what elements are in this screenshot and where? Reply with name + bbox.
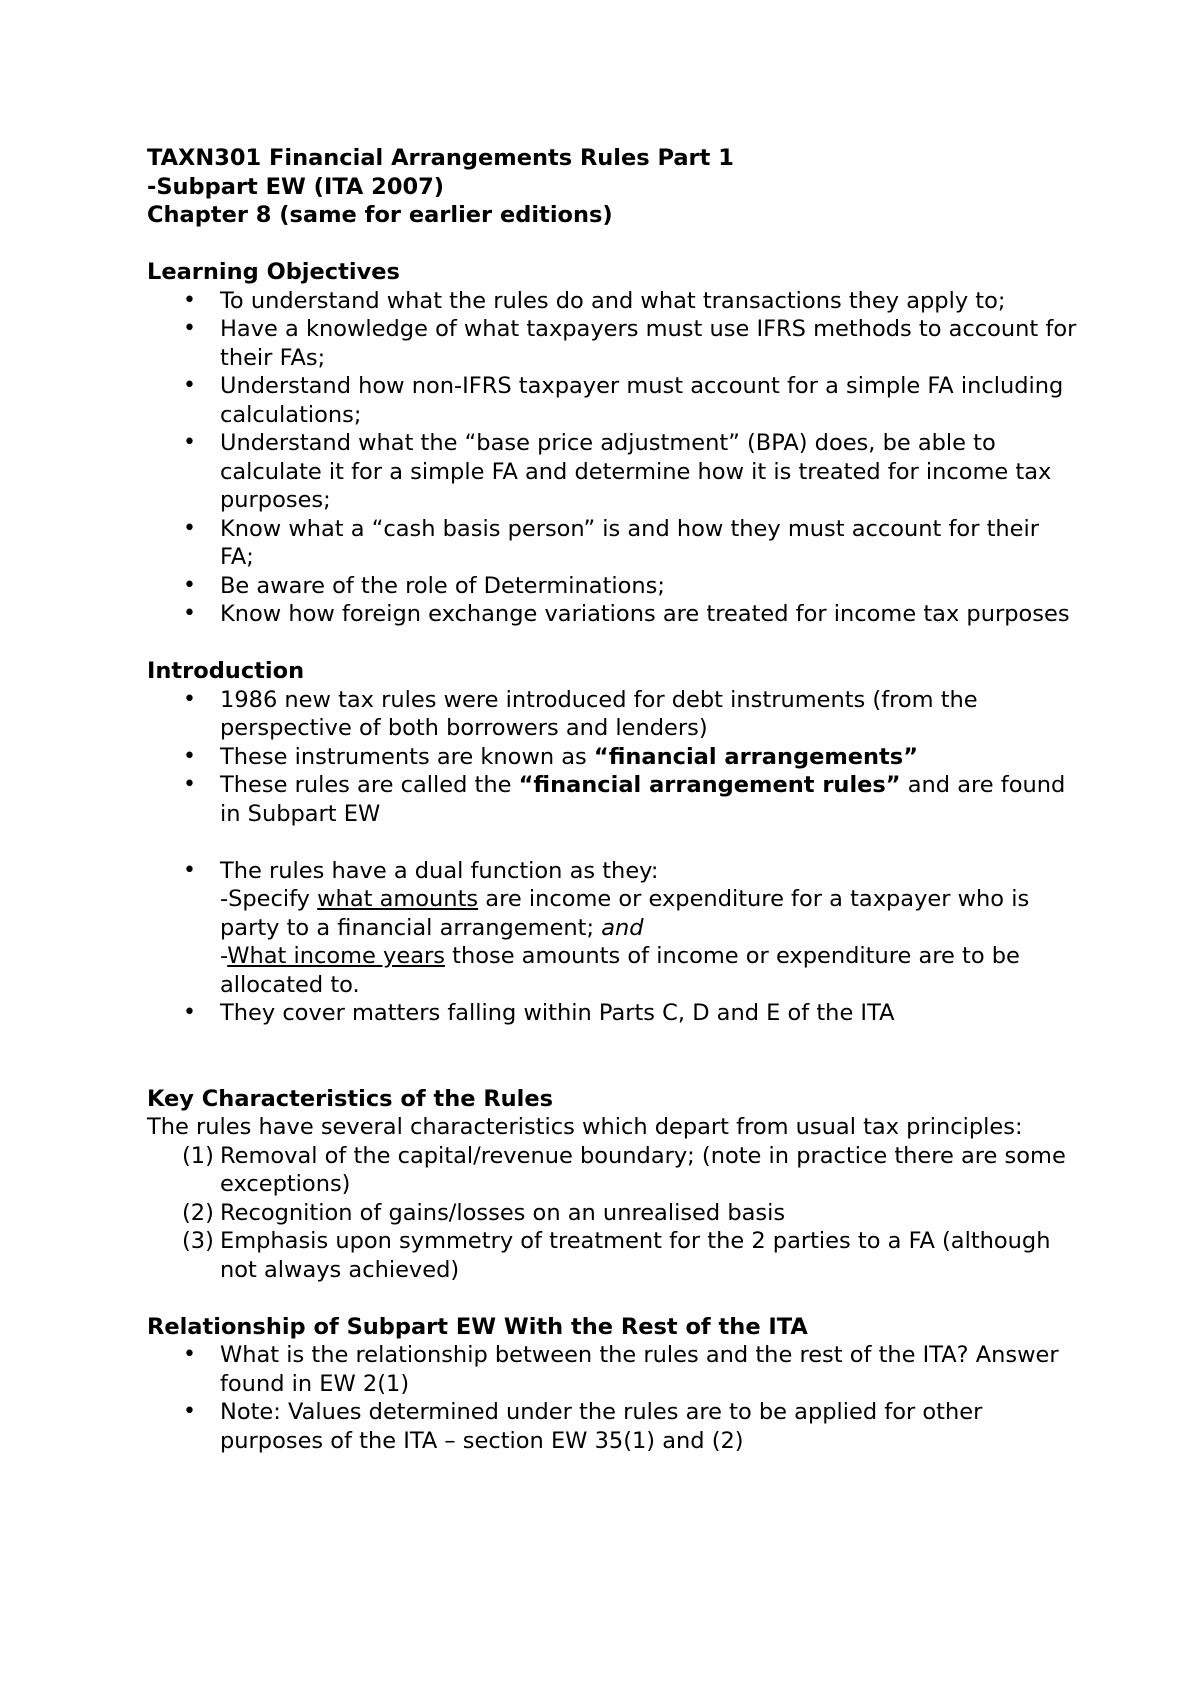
list-item: • Understand what the “base price adjustment” (BPA) does, be able to calculate it for a simple FA and determine how it is treated for income tax purposes; xyxy=(147,429,1077,515)
document-title: TAXN301 Financial Arrangements Rules Part 1 xyxy=(147,145,734,171)
item-text: These instruments are known as xyxy=(220,743,594,770)
item-subline xyxy=(220,885,1077,942)
key-characteristics-intro: The rules have several characteristics which depart from usual tax principles: xyxy=(147,1114,1023,1140)
document-body xyxy=(147,144,1077,1455)
item-text: Recognition of gains/losses on an unrealised basis xyxy=(220,1199,786,1226)
document-subtitle: -Subpart EW (ITA 2007) xyxy=(147,173,445,200)
item-italic-term: and xyxy=(601,914,644,941)
list-item xyxy=(147,857,1077,1000)
list-item: • They cover matters falling within Parts C, D and E of the ITA xyxy=(147,999,1077,1028)
document-chapter: Chapter 8 (same for earlier editions) xyxy=(147,202,613,228)
list-item: • Be aware of the role of Determinations; xyxy=(147,572,1077,601)
item-text: • The rules have a dual function as they: xyxy=(220,857,659,884)
list-item: • To understand what the rules do and what transactions they apply to; xyxy=(147,287,1077,316)
list-item xyxy=(147,1142,1077,1199)
list-item: • 1986 new tax rules were introduced for debt instruments (from the perspective of both borrowers and lenders) xyxy=(147,686,1077,743)
list-item: • Know how foreign exchange variations are treated for income tax purposes xyxy=(147,600,1077,629)
key-characteristics-heading: Key Characteristics of the Rules xyxy=(147,1085,554,1112)
item-text: are income or expenditure for a taxpayer who is party to a financial arrangement; xyxy=(220,886,1030,941)
item-bold-term: “financial arrangement rules” xyxy=(518,772,901,798)
introduction-heading: Introduction xyxy=(147,658,305,684)
item-underlined-term: what amounts xyxy=(317,886,479,912)
learning-objectives-list xyxy=(147,287,1077,629)
list-item xyxy=(147,1199,1077,1228)
introduction-list-continued xyxy=(147,857,1077,1028)
item-number: (3) xyxy=(182,1228,214,1254)
list-item: • Have a knowledge of what taxpayers must use IFRS methods to account for their FAs; xyxy=(147,315,1077,372)
item-text: those amounts of income or expenditure are to be allocated to. xyxy=(220,943,1020,998)
item-underlined-term: What income years xyxy=(227,943,445,969)
item-subline xyxy=(220,942,1077,999)
introduction-list xyxy=(147,686,1077,829)
item-text: These rules are called the xyxy=(220,772,519,798)
item-text: - xyxy=(220,943,228,969)
item-number: (2) xyxy=(182,1199,214,1226)
item-text: Removal of the capital/revenue boundary; (note in practice there are some exceptions) xyxy=(220,1142,1066,1197)
list-item: • Understand how non-IFRS taxpayer must account for a simple FA including calculations; xyxy=(147,372,1077,429)
list-item xyxy=(147,743,1077,772)
key-characteristics-list xyxy=(147,1142,1077,1285)
list-item: • Know what a “cash basis person” is and how they must account for their FA; xyxy=(147,515,1077,572)
learning-objectives-heading: Learning Objectives xyxy=(147,259,400,285)
relationship-heading: Relationship of Subpart EW With the Rest of the ITA xyxy=(147,1313,808,1340)
item-text: -Specify xyxy=(220,886,318,912)
list-item: • What is the relationship between the rules and the rest of the ITA? Answer found in EW 2(1) xyxy=(147,1341,1077,1398)
item-number: (1) xyxy=(182,1142,214,1169)
list-item xyxy=(147,1227,1077,1284)
list-item: • Note: Values determined under the rules are to be applied for other purposes of the ITA – section EW 35(1) and (2) xyxy=(147,1398,1077,1455)
item-text: and are found in Subpart EW xyxy=(220,772,1066,827)
item-text: Emphasis upon symmetry of treatment for the 2 parties to a FA (although not always achieved) xyxy=(220,1228,1051,1283)
list-item xyxy=(147,771,1077,828)
item-bold-term: “financial arrangements” xyxy=(593,743,918,770)
relationship-list xyxy=(147,1341,1077,1455)
